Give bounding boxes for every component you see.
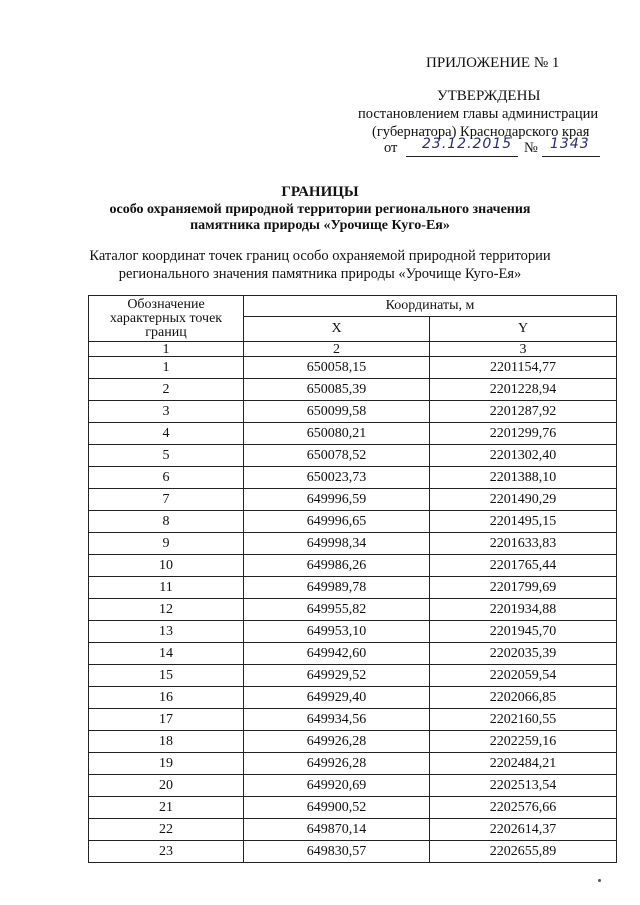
title-subline-1: особо охраняемой природной территории регионального значения bbox=[109, 202, 531, 217]
table-row bbox=[89, 687, 617, 709]
table-row bbox=[89, 467, 617, 489]
point-number: 21 bbox=[89, 797, 244, 819]
coord-x: 649926,28 bbox=[244, 753, 430, 775]
header-x: X bbox=[244, 317, 430, 342]
table-row bbox=[89, 423, 617, 445]
appendix-label: ПРИЛОЖЕНИЕ № 1 bbox=[426, 55, 560, 71]
point-number: 19 bbox=[89, 753, 244, 775]
table-row bbox=[89, 665, 617, 687]
point-number: 2 bbox=[89, 379, 244, 401]
scan-speck bbox=[598, 879, 601, 882]
table-row bbox=[89, 841, 617, 863]
point-number: 22 bbox=[89, 819, 244, 841]
date-handwritten: 23.12.2015 bbox=[422, 136, 513, 152]
point-number: 10 bbox=[89, 555, 244, 577]
coord-x: 649929,40 bbox=[244, 687, 430, 709]
point-number: 3 bbox=[89, 401, 244, 423]
coord-y: 2201799,69 bbox=[430, 577, 617, 599]
point-number: 13 bbox=[89, 621, 244, 643]
coord-y: 2202066,85 bbox=[430, 687, 617, 709]
coord-y: 2201765,44 bbox=[430, 555, 617, 577]
table-row bbox=[89, 401, 617, 423]
coord-x: 649996,65 bbox=[244, 511, 430, 533]
point-number: 8 bbox=[89, 511, 244, 533]
table-row bbox=[89, 753, 617, 775]
coord-y: 2201934,88 bbox=[430, 599, 617, 621]
point-number: 4 bbox=[89, 423, 244, 445]
coord-y: 2201302,40 bbox=[430, 445, 617, 467]
point-number: 18 bbox=[89, 731, 244, 753]
coord-y: 2201495,15 bbox=[430, 511, 617, 533]
coord-y: 2202160,55 bbox=[430, 709, 617, 731]
approved-label: УТВЕРЖДЕНЫ bbox=[437, 88, 541, 104]
decree-date-line bbox=[384, 136, 614, 158]
table-row bbox=[89, 819, 617, 841]
coord-x: 650058,15 bbox=[244, 357, 430, 379]
point-number: 7 bbox=[89, 489, 244, 511]
coord-y: 2201490,29 bbox=[430, 489, 617, 511]
coord-y: 2202513,54 bbox=[430, 775, 617, 797]
coord-y: 2201299,76 bbox=[430, 423, 617, 445]
coord-x: 650078,52 bbox=[244, 445, 430, 467]
decree-line-1: постановлением главы администрации bbox=[358, 106, 599, 122]
table-row bbox=[89, 599, 617, 621]
column-number: 1 bbox=[89, 342, 244, 357]
table-row bbox=[89, 775, 617, 797]
coord-x: 650023,73 bbox=[244, 467, 430, 489]
point-number: 16 bbox=[89, 687, 244, 709]
point-number: 15 bbox=[89, 665, 244, 687]
date-prefix: от bbox=[384, 140, 398, 156]
coord-x: 649998,34 bbox=[244, 533, 430, 555]
catalog-caption-1: Каталог координат точек границ особо охраняемой природной территории bbox=[89, 248, 551, 264]
coord-x: 649870,14 bbox=[244, 819, 430, 841]
point-number: 20 bbox=[89, 775, 244, 797]
number-underline bbox=[542, 156, 600, 157]
coord-y: 2202035,39 bbox=[430, 643, 617, 665]
table-row bbox=[89, 445, 617, 467]
table-row bbox=[89, 357, 617, 379]
coord-x: 649900,52 bbox=[244, 797, 430, 819]
table-row bbox=[89, 379, 617, 401]
coordinates-table bbox=[88, 295, 617, 863]
coord-y: 2202576,66 bbox=[430, 797, 617, 819]
coord-y: 2201388,10 bbox=[430, 467, 617, 489]
coord-y: 2202484,21 bbox=[430, 753, 617, 775]
table-row bbox=[89, 797, 617, 819]
date-underline bbox=[406, 156, 518, 157]
table-row bbox=[89, 511, 617, 533]
table-row bbox=[89, 555, 617, 577]
coord-x: 650080,21 bbox=[244, 423, 430, 445]
coord-x: 650085,39 bbox=[244, 379, 430, 401]
table-row bbox=[89, 489, 617, 511]
number-prefix: № bbox=[524, 140, 538, 156]
decree-line-2: (губернатора) Краснодарского края bbox=[372, 124, 590, 140]
catalog-caption-2: регионального значения памятника природы «Урочище Куго-Ея» bbox=[118, 266, 522, 282]
coord-y: 2201633,83 bbox=[430, 533, 617, 555]
table-row bbox=[89, 533, 617, 555]
point-number: 5 bbox=[89, 445, 244, 467]
point-number: 1 bbox=[89, 357, 244, 379]
coord-x: 649989,78 bbox=[244, 577, 430, 599]
point-number: 6 bbox=[89, 467, 244, 489]
number-handwritten: 1343 bbox=[550, 136, 590, 152]
coord-x: 650099,58 bbox=[244, 401, 430, 423]
point-number: 14 bbox=[89, 643, 244, 665]
table-row bbox=[89, 709, 617, 731]
point-number: 9 bbox=[89, 533, 244, 555]
coord-y: 2201287,92 bbox=[430, 401, 617, 423]
header-point-designation: Обозначение характерных точек границ bbox=[89, 296, 244, 342]
table-row bbox=[89, 643, 617, 665]
coord-y: 2202655,89 bbox=[430, 841, 617, 863]
coord-y: 2201228,94 bbox=[430, 379, 617, 401]
coord-x: 649926,28 bbox=[244, 731, 430, 753]
header-y: Y bbox=[430, 317, 617, 342]
coord-x: 649996,59 bbox=[244, 489, 430, 511]
table-row bbox=[89, 577, 617, 599]
point-number: 12 bbox=[89, 599, 244, 621]
point-number: 23 bbox=[89, 841, 244, 863]
coord-x: 649920,69 bbox=[244, 775, 430, 797]
header-coordinates: Координаты, м bbox=[244, 296, 617, 317]
coord-x: 649942,60 bbox=[244, 643, 430, 665]
coord-y: 2201945,70 bbox=[430, 621, 617, 643]
coord-x: 649986,26 bbox=[244, 555, 430, 577]
table-row bbox=[89, 731, 617, 753]
coord-y: 2202259,16 bbox=[430, 731, 617, 753]
document-title: ГРАНИЦЫ bbox=[281, 184, 359, 200]
coord-y: 2202614,37 bbox=[430, 819, 617, 841]
column-number: 3 bbox=[430, 342, 617, 357]
coord-x: 649929,52 bbox=[244, 665, 430, 687]
title-subline-2: памятника природы «Урочище Куго-Ея» bbox=[190, 218, 450, 233]
coord-x: 649830,57 bbox=[244, 841, 430, 863]
table-row bbox=[89, 621, 617, 643]
point-number: 11 bbox=[89, 577, 244, 599]
point-number: 17 bbox=[89, 709, 244, 731]
coord-y: 2201154,77 bbox=[430, 357, 617, 379]
coord-y: 2202059,54 bbox=[430, 665, 617, 687]
coord-x: 649934,56 bbox=[244, 709, 430, 731]
coord-x: 649953,10 bbox=[244, 621, 430, 643]
coordinates-rows bbox=[89, 357, 617, 863]
column-number: 2 bbox=[244, 342, 430, 357]
coord-x: 649955,82 bbox=[244, 599, 430, 621]
